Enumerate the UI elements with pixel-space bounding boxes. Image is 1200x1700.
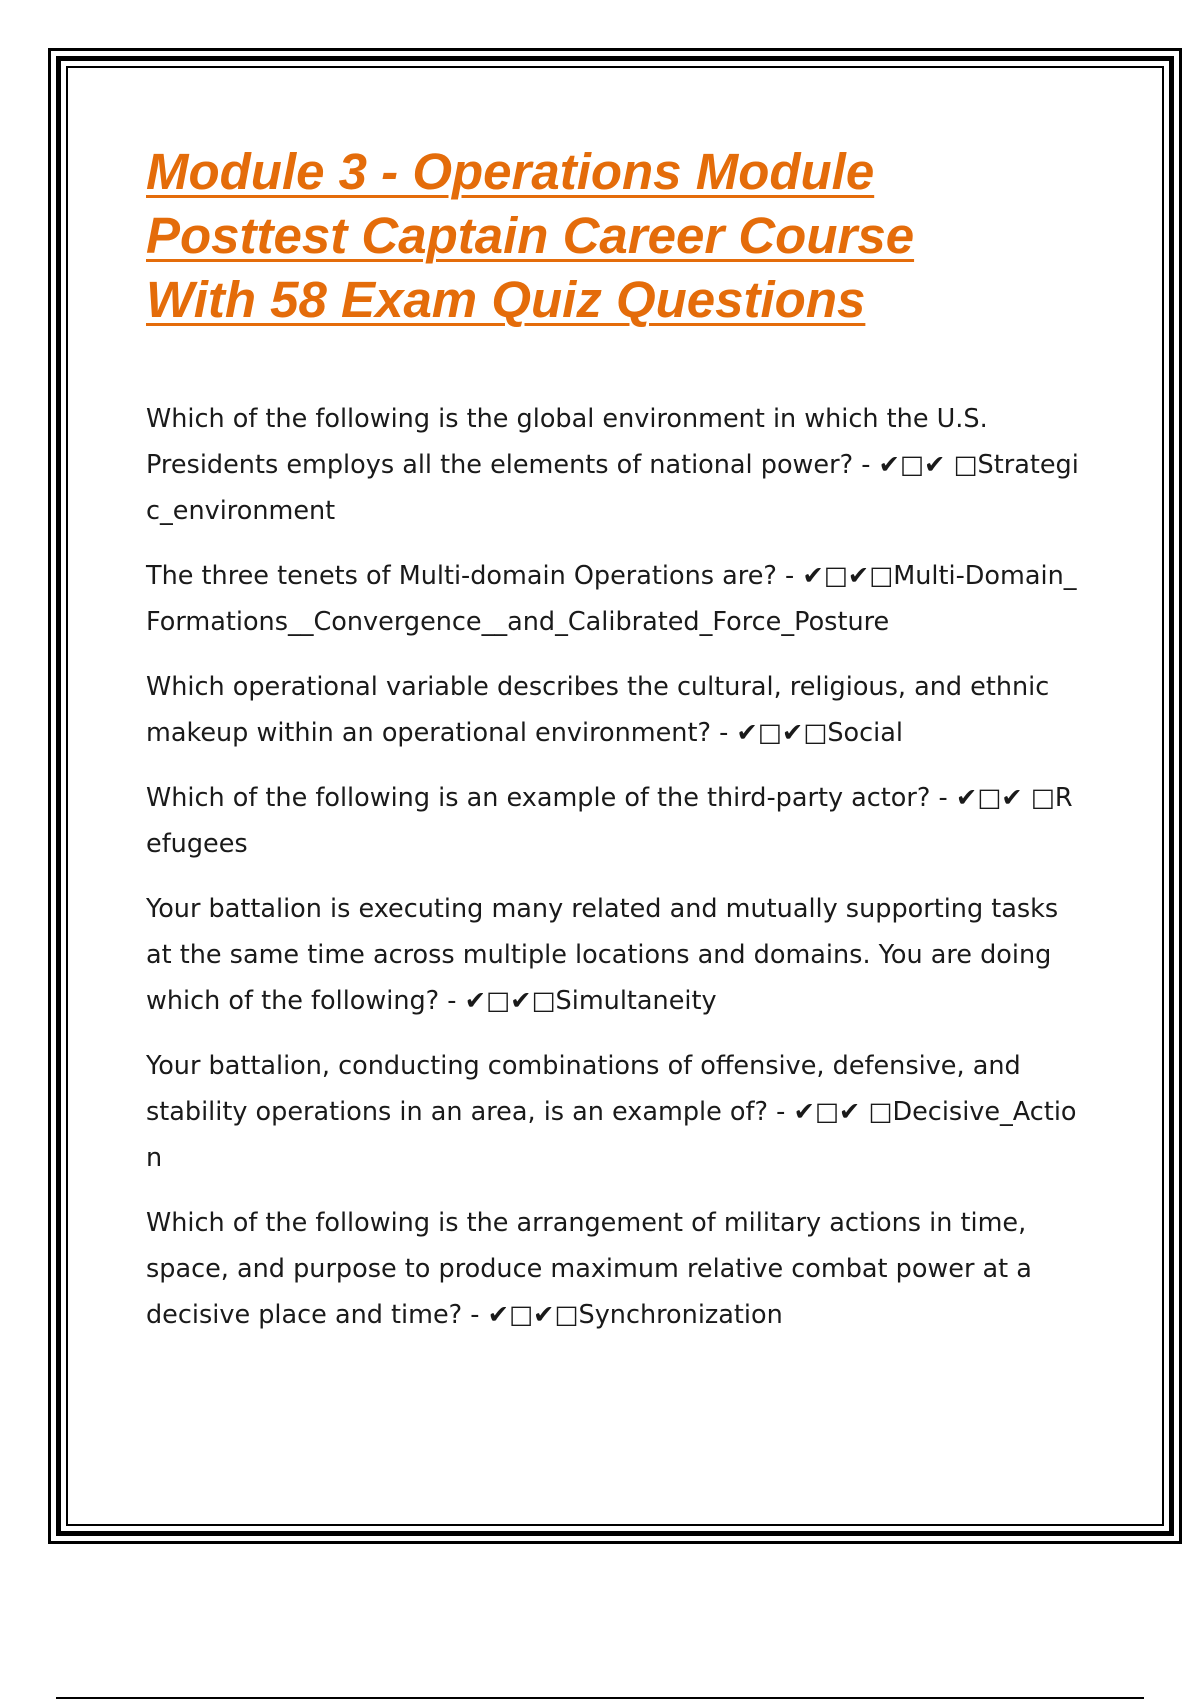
question-item-1 xyxy=(146,396,1086,534)
question-item-4 xyxy=(146,775,1086,867)
question-text: Your battalion, conducting combinations of offensive, defensive, and stability operations in an area, is an example of? - ✔□✔ xyxy=(146,1051,1021,1127)
title-line-2: Posttest Captain Career Course xyxy=(146,207,915,264)
question-text: Which of the following is an example of the third-party actor? - ✔□✔ xyxy=(146,783,1023,813)
question-item-7 xyxy=(146,1200,1086,1338)
footer-rule xyxy=(56,1697,1144,1699)
answer-text: □Multi-Domain_Formations__Convergence__and_Calibrated_Force_Posture xyxy=(146,561,1077,637)
question-item-5 xyxy=(146,886,1086,1024)
document-title xyxy=(146,140,1086,332)
question-list xyxy=(146,396,1086,1338)
answer-text: □Simultaneity xyxy=(531,986,717,1016)
title-line-3: With 58 Exam Quiz Questions xyxy=(146,271,866,328)
question-item-2 xyxy=(146,553,1086,645)
document-body xyxy=(146,140,1086,1357)
question-item-6 xyxy=(146,1043,1086,1181)
question-text: Which operational variable describes the cultural, religious, and ethnic makeup within an operational environment? - ✔□✔ xyxy=(146,672,1050,748)
question-item-3 xyxy=(146,664,1086,756)
answer-text: □Synchronization xyxy=(554,1300,783,1330)
question-text: Which of the following is the global environment in which the U.S. Presidents employs all the elements of national power? - ✔□✔ xyxy=(146,404,988,480)
answer-text: □Refugees xyxy=(146,783,1073,859)
answer-text: □Strategic_environment xyxy=(146,450,1079,526)
question-text: Your battalion is executing many related and mutually supporting tasks at the same time across multiple locations and domains. You are doing which of the following? - ✔□✔ xyxy=(146,894,1059,1016)
title-line-1: Module 3 - Operations Module xyxy=(146,143,875,200)
answer-text: □Decisive_Action xyxy=(146,1097,1077,1173)
answer-text: □Social xyxy=(803,718,903,748)
question-text: The three tenets of Multi-domain Operations are? - ✔□✔ xyxy=(146,561,870,591)
question-text: Which of the following is the arrangement of military actions in time, space, and purpose to produce maximum relative combat power at a decisive place and time? - ✔□✔ xyxy=(146,1208,1032,1330)
